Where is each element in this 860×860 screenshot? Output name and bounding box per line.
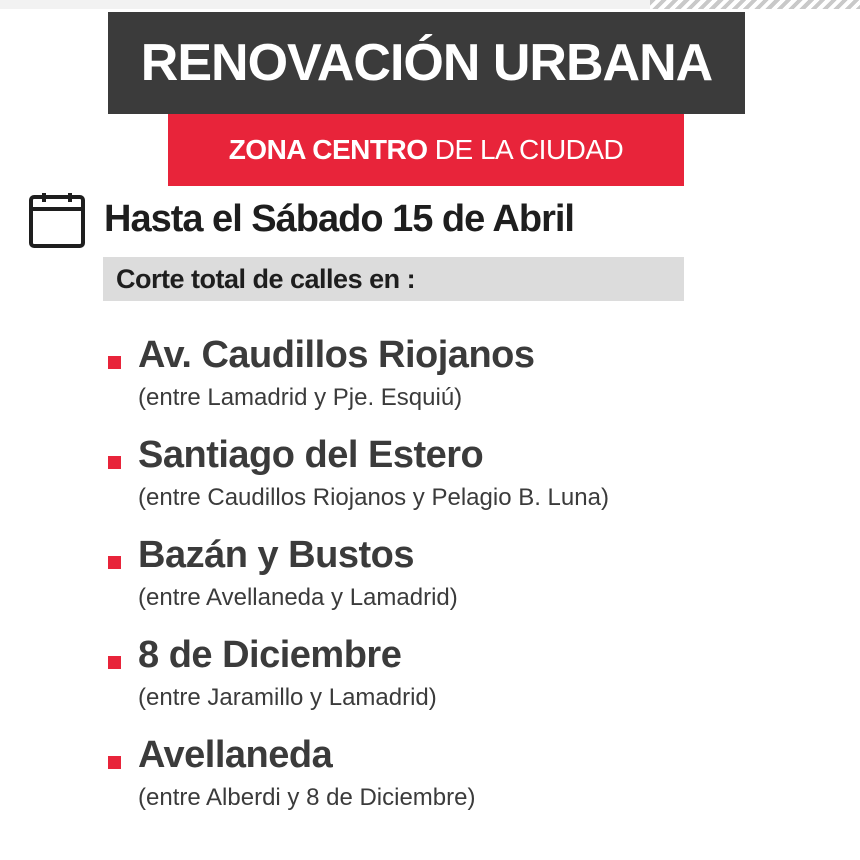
top-stripe-hatch xyxy=(650,0,860,9)
list-item xyxy=(108,333,828,433)
bullet-square-icon xyxy=(108,656,121,669)
street-detail: (entre Alberdi y 8 de Diciembre) xyxy=(138,784,476,811)
street-detail: (entre Caudillos Riojanos y Pelagio B. Luna) xyxy=(138,484,609,511)
bullet-square-icon xyxy=(108,356,121,369)
calendar-icon xyxy=(28,191,86,249)
street-detail: (entre Lamadrid y Pje. Esquiú) xyxy=(138,384,463,411)
street-name: Av. Caudillos Riojanos xyxy=(138,334,535,376)
street-name: Bazán y Bustos xyxy=(138,534,414,576)
list-item xyxy=(108,533,828,633)
street-name: Avellaneda xyxy=(138,734,333,776)
subtitle-strong: ZONA CENTRO xyxy=(228,134,428,165)
bullet-square-icon xyxy=(108,556,121,569)
date-text: Hasta el Sábado 15 de Abril xyxy=(104,198,574,240)
subtitle-banner xyxy=(168,114,684,186)
street-detail: (entre Avellaneda y Lamadrid) xyxy=(138,584,458,611)
street-name: 8 de Diciembre xyxy=(138,634,402,676)
street-detail: (entre Jaramillo y Lamadrid) xyxy=(138,684,437,711)
bullet-square-icon xyxy=(108,456,121,469)
street-list xyxy=(108,333,828,833)
closure-label-bar xyxy=(103,257,684,301)
list-item xyxy=(108,433,828,533)
street-name: Santiago del Estero xyxy=(138,434,484,476)
subtitle-rest: DE LA CIUDAD xyxy=(427,134,624,165)
bullet-square-icon xyxy=(108,756,121,769)
closure-label: Corte total de calles en : xyxy=(116,263,416,294)
list-item xyxy=(108,633,828,733)
page-title: RENOVACIÓN URBANA xyxy=(140,34,713,92)
subtitle xyxy=(229,134,624,166)
title-banner xyxy=(108,12,745,114)
list-item xyxy=(108,733,828,833)
top-stripe xyxy=(0,0,860,9)
